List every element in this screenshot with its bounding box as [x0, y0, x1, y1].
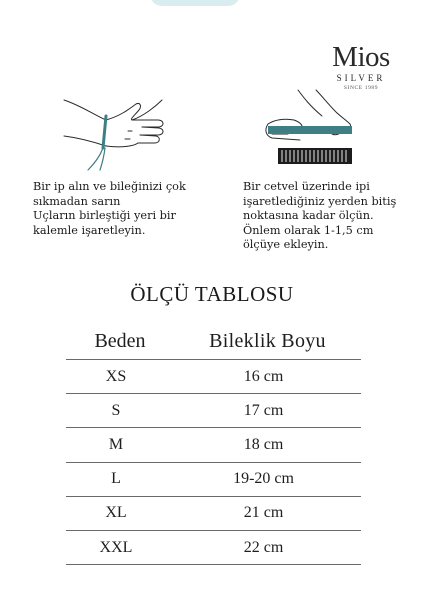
- brand-name: Mios: [332, 41, 390, 73]
- cell-size: S: [111, 401, 121, 419]
- wrist-string-illustration-icon: [62, 86, 172, 172]
- brand-logo: [328, 42, 394, 92]
- cell-length: 19-20 cm: [233, 470, 294, 488]
- table-row: [66, 428, 361, 462]
- ruler-measure-illustration-icon: [260, 86, 370, 172]
- brand-subtitle: SILVER: [336, 73, 386, 83]
- cell-length: 21 cm: [243, 504, 284, 522]
- cell-length: 16 cm: [243, 367, 284, 385]
- header-length: Bileklik Boyu: [209, 329, 326, 352]
- cell-size: L: [111, 470, 121, 488]
- cell-size: XXL: [99, 538, 133, 556]
- brand-since: SINCE 1989: [343, 85, 379, 91]
- table-row: [66, 497, 361, 531]
- cell-size: XS: [105, 367, 127, 385]
- cell-length: 17 cm: [243, 401, 284, 419]
- table-row: [66, 394, 361, 428]
- table-row: [66, 463, 361, 497]
- cell-length: 22 cm: [243, 538, 284, 556]
- instruction-right: Bir cetvel üzerinde ipi işaretlediğiniz yerden bitiş noktasına kadar ölçün. Önlem olarak 1-1,5 cm ölçüye ekleyin.: [243, 180, 397, 251]
- table-header: [66, 323, 361, 360]
- table-row: [66, 360, 361, 394]
- header-size: Beden: [94, 329, 146, 352]
- cell-size: XL: [105, 504, 127, 522]
- table-row: [66, 531, 361, 565]
- cell-length: 18 cm: [243, 435, 284, 453]
- size-table: [66, 323, 361, 565]
- top-decorative-strip: [150, 0, 240, 6]
- cell-size: M: [108, 435, 124, 453]
- instruction-left: Bir ip alın ve bileğinizi çok sıkmadan sarın Uçların birleştiği yeri bir kalemle işaretleyin.: [33, 180, 186, 237]
- section-title: ÖLÇÜ TABLOSU: [130, 282, 294, 306]
